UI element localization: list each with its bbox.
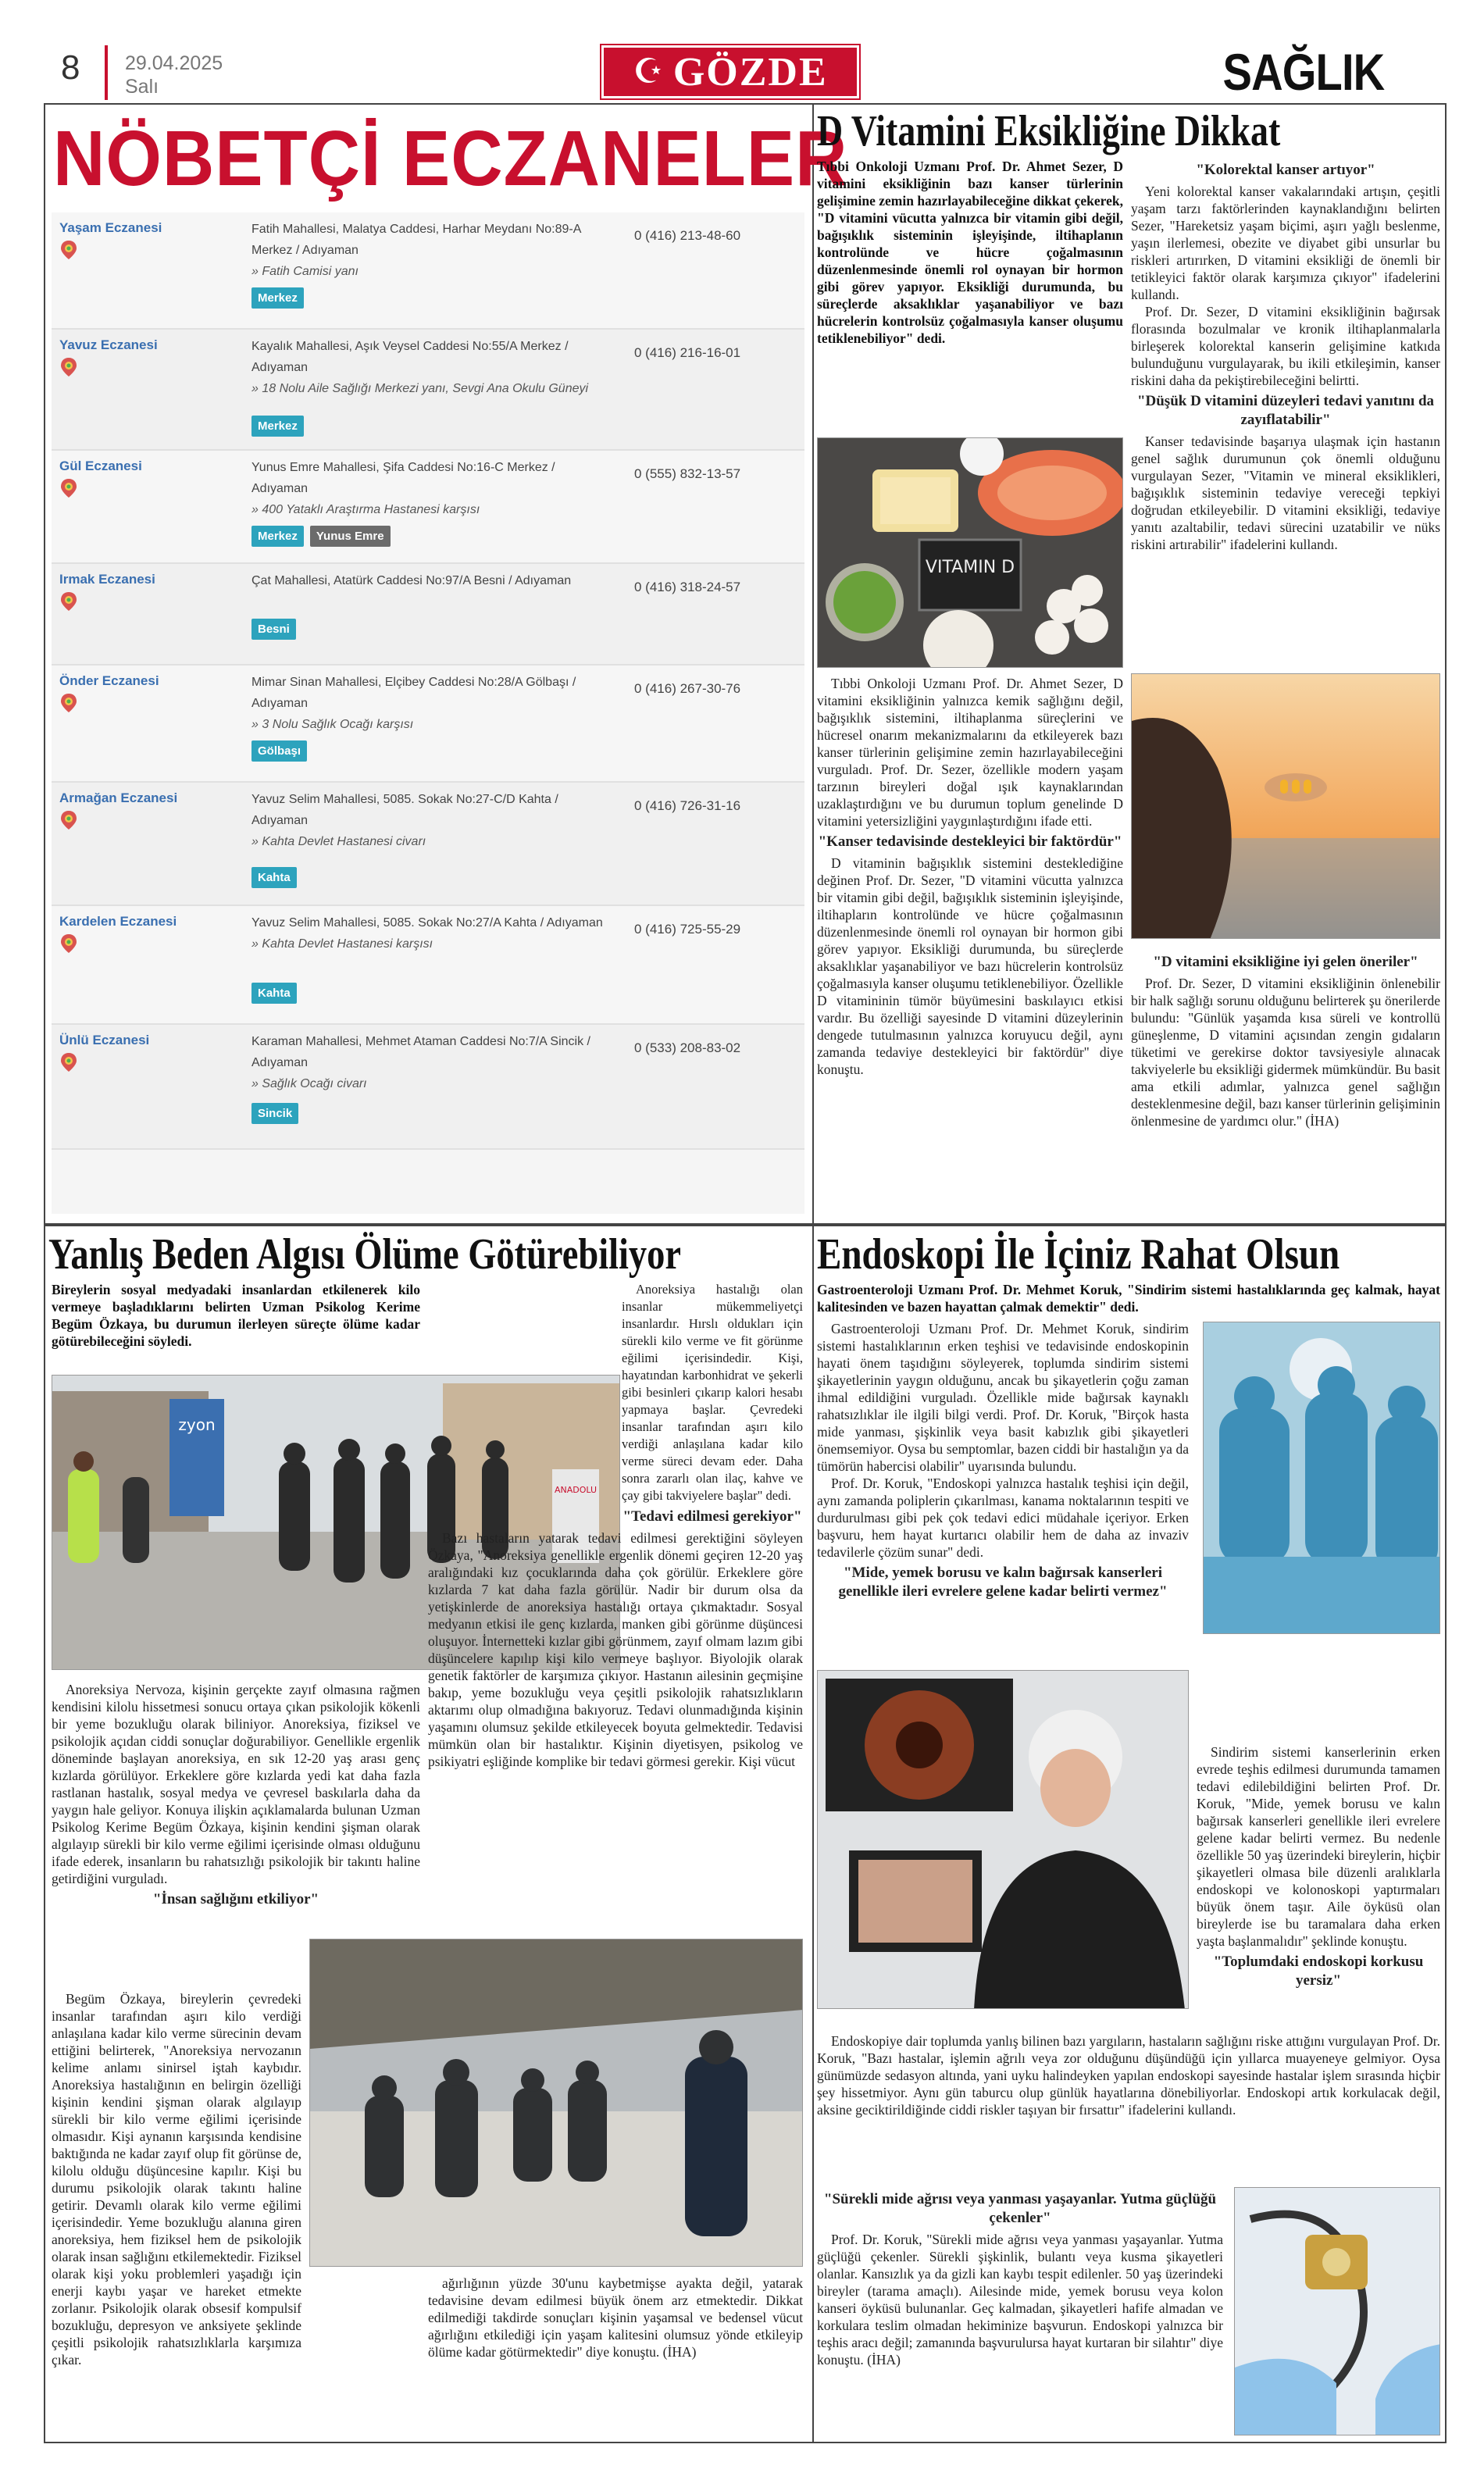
district-tag[interactable]: Kahta	[251, 983, 297, 1004]
pharmacy-address	[251, 457, 611, 520]
district-tag[interactable]: Yunus Emre	[310, 526, 391, 547]
endoscopy-col3	[817, 2187, 1223, 2368]
surgery-team-photo	[1203, 1322, 1440, 1634]
district-tags	[251, 983, 297, 1004]
pharmacy-row[interactable]	[52, 1025, 804, 1150]
header-divider	[105, 45, 108, 100]
bodyimage-sub2: "Tedavi edilmesi gerekiyor"	[622, 1508, 802, 1525]
section-title: SAĞLIK	[1222, 43, 1384, 101]
landmark-text: » Fatih Camisi yanı	[251, 265, 359, 278]
vitamin-sub4: "D vitamini eksikliğine iyi gelen öneriler"	[1153, 954, 1418, 970]
vitamin-col2-top	[1131, 158, 1440, 553]
district-tags	[251, 740, 307, 762]
pharmacy-name[interactable]: Yaşam Eczanesi	[59, 220, 162, 235]
sign-anadolu: ANADOLU	[554, 1485, 598, 1495]
landmark-text: » Sağlık Ocağı civarı	[251, 1077, 367, 1090]
pharmacy-address	[251, 789, 611, 852]
district-tags	[251, 619, 296, 640]
pharmacy-address	[251, 672, 611, 735]
bodyimage-p5: ağırlığının yüzde 30'unu kaybetmişse ayakta değil, yatarak tedavisine devam edilmesi büyük önem arz etmektedir. Dikkat edilmediği takdirde sonuçları kişinin yaşamsal ve bedensel vücut ağırlığını etkilediği için yaşam kalitesini olumsuz yönde etkileyip ölüme kadar götürmektedir" diye konuştu. (İHA)	[428, 2275, 803, 2360]
endoscope-illustration	[1235, 2188, 1440, 2435]
sunset-capsule-photo	[1131, 673, 1440, 939]
map-pin-icon	[61, 241, 77, 259]
district-tag[interactable]: Sincik	[251, 1103, 298, 1124]
pharmacy-phone[interactable]: 0 (416) 318-24-57	[634, 580, 741, 594]
district-tag[interactable]: Merkez	[251, 526, 304, 547]
district-tag[interactable]: Besni	[251, 619, 296, 640]
endoscopist-photo	[817, 1670, 1189, 2009]
pharmacy-row[interactable]	[52, 451, 804, 564]
district-tags	[251, 867, 297, 888]
pharmacy-row[interactable]	[52, 564, 804, 665]
district-tag[interactable]: Merkez	[251, 416, 304, 437]
bodyimage-headline: Yanlış Beden Algısı Ölüme Götürebiliyor	[48, 1230, 682, 1279]
pharmacy-phone[interactable]: 0 (533) 208-83-02	[634, 1040, 741, 1055]
pharmacy-name[interactable]: Armağan Eczanesi	[59, 790, 178, 805]
page-number: 8	[61, 48, 80, 87]
vitamin-p4: Prof. Dr. Sezer, D vitamini eksikliğinin bağırsak florasında bozulmalar ve kronik iltihaplanmalarla birleşerek kolorektal kanserin gelişimine katkıda bulunduğunu vurgulayarak, bu ikili etkileşimin, kanser riskini daha da pekiştirebileceğini belirtti.	[1131, 304, 1440, 388]
pharmacy-address	[251, 570, 611, 591]
pharmacy-name[interactable]: Kardelen Eczanesi	[59, 914, 177, 929]
map-pin-icon	[61, 811, 77, 830]
address-text: Karaman Mahallesi, Mehmet Ataman Caddesi No:7/A Sincik / Adıyaman	[251, 1035, 590, 1069]
pharmacy-address	[251, 219, 611, 282]
pharmacy-table	[52, 212, 804, 1214]
map-pin-icon	[61, 592, 77, 611]
endoscope-device-photo	[1234, 2187, 1440, 2435]
vitamin-headline: D Vitamini Eksikliğine Dikkat	[817, 107, 1281, 155]
pharmacy-name[interactable]: Önder Eczanesi	[59, 673, 159, 688]
walkers-illustration	[310, 1939, 803, 2267]
bodyimage-col1b	[52, 1990, 301, 2368]
bodyimage-p2: Begüm Özkaya, bireylerin çevredeki insanlar tarafından aşırı kilo verdiği anlaşılana kadar kilo verme sürecinin devam ettiğini belirterek, "Anoreksiya nervozanın kelime anlamı sinirsel iştah kaybıdır. Anoreksiya hastalığının en belirgin özelliği kişinin kendini şişman olarak algılayıp sürekli bir kilo verme eğilimi içerisinde olmasıdır. Kişi aynanın karşısında kendisine baktığında ne kadar zayıf olup fit görünse de, kilolu olduğu düşüncesine kapılır. Kişi bu durumu psikolojik olarak takıntı haline getirir. Devamlı olarak kilo verme eğilimi içerisindedir. Yeme bozukluğu alanına giren anoreksiya, hem fiziksel hem de psikolojik olarak insan sağlığını etkilemektedir. Fiziksel olarak kişi yoku problemleri yaşadığı için enerji kaybı yaşar ve hareket etmekte zorlanır. Psikolojik olarak obsesif kompulsif bozukluğu, depresyon ve anksiyete şeklinde çeşitli psikolojik rahatsızlıklarla karşımıza çıkar.	[52, 1991, 301, 2368]
day-text: Salı	[125, 76, 159, 98]
landmark-text: » Kahta Devlet Hastanesi karşısı	[251, 937, 433, 951]
endoscopy-p2: Prof. Dr. Koruk, "Endoskopi yalnızca hastalık teşhisi için değil, aynı zamanda poliplerin çıkarılması, kanama noktalarının tespiti ve durdurulması gibi pek çok tedavi edici müdahale içeriyor. Erken başvuru, hem hayat kurtarıcı olabilir hem de daha az invaziv tedavilerle çözüm sunar" dedi.	[817, 1476, 1189, 1560]
bodyimage-p4: Bazı hastaların yatarak tedavi edilmesi gerektiğini söyleyen Özkaya, "Anoreksiya genellikle ergenlik dönemi geçiren 12-20 yaş aralığındaki kız çocuklarında daha çok görülür. Erkeklere göre kızlarda 7 kat daha fazla görülür. Nadir bir durum olsa da yetişkinlerde de anoreksiya hastalığı ortaya çıkmaktadır. Sosyal medyanın etkisi ile genç kızlarda, manken gibi görünme düşüncesi oluşuyor. İnternetteki kızlar gibi görünmem, zayıf olmam lazım gibi düşüncelere kapılıp kişi kilo vermeye başlıyor. Biyolojik olarak genetik faktörler de karşımıza çıkıyor. Hastanın ailesinin geçmişine bakıp, yeme bozukluğu veya çeşitli psikolojik rahatsızlıkların aktarımı olup olmadığına bakıyoruz. Tedavi olunmadığında kişinin yaşamını olumsuz şekilde etkileyecek boyuta gelmektedir. Tedavisi mümkün olan bir hastalıktır. Kişinin diyetisyen, psikolog ve psikiyatri eşliğinde komplike bir tedavi görmesi gerekir. Kişi vücut	[428, 1530, 803, 1769]
pharmacy-name[interactable]: Irmak Eczanesi	[59, 572, 155, 587]
vitamin-sub3: "Düşük D vitamini düzeyleri tedavi yanıtını da zayıflatabilir"	[1136, 393, 1435, 428]
pharmacy-row[interactable]	[52, 783, 804, 906]
sign-zyon: zyon	[178, 1415, 216, 1434]
pharmacy-phone[interactable]: 0 (416) 725-55-29	[634, 922, 741, 937]
crescent-star-icon: ☪	[633, 52, 664, 91]
vitamin-food-illustration	[818, 438, 1123, 668]
map-pin-icon	[61, 934, 77, 953]
pharmacy-address	[251, 1031, 611, 1094]
landmark-text: » 400 Yataklı Araştırma Hastanesi karşısı	[251, 503, 480, 516]
bodyimage-lead: Bireylerin sosyal medyadaki insanlardan etkilenerek kilo vermeye başladıklarını belirten Uzman Psikolog Kerime Begüm Özkaya, bu durumun ilerleyen süreçte ölüme kadar götürebileceğini söyledi.	[52, 1282, 420, 1349]
pharmacy-title: NÖBETÇİ ECZANELER	[53, 115, 848, 202]
date-text: 29.04.2025	[125, 52, 223, 74]
address-text: Yavuz Selim Mahallesi, 5085. Sokak No:27/A Kahta / Adıyaman	[251, 916, 603, 930]
pharmacy-phone[interactable]: 0 (555) 832-13-57	[634, 466, 741, 481]
bodyimage-p1: Anoreksiya Nervoza, kişinin gerçekte zayıf olmasına rağmen kendisini kilolu hissetmesi sonucu ortaya çıkan psikolojik kökenli bir yeme bozukluğu olarak biliniyor. Anoreksiya, fiziksel ve psikolojik açıdan ciddi sonuçlar doğurabiliyor. Genellikle ergenlik döneminde başlayan anoreksiya, en sık 12-20 yaş arası genç kızlarda görülüyor. Erkeklere göre kızlarda yedi kat daha fazla rastlanan hastalık, sosyal medya ve çevresel baskılarla daha da yaygın hale geliyor. Konuya ilişkin açıklamalarda bulunan Uzman Psikolog Kerime Begüm Özkaya, kişinin kendini şişman olarak algılayıp sürekli bir kilo verme eğilimi içerisinde olması olduğunu ifade ederek, insanların bu rahatsızlığı psikolojik bir takıntı haline getirdiğini vurguladı.	[52, 1682, 420, 1886]
endoscopy-p1: Gastroenteroloji Uzmanı Prof. Dr. Mehmet Koruk, sindirim sistemi hastalıklarının erken teşhisi ve tedavisinde endoskopinin hayati önem taşıdığını söyleyerek, toplumda sindirim sistemi şikayetlerinin yaygın olduğunu, ancak bu şikayetlerin çoğu zaman ihmal edildiğini vurguladı. Özellikle mide bağırsak kaynaklı rahatsızlıklar ile ilgili bilgi verdi. Prof. Dr. Koruk, "Birçok hasta mide yanması, şişkinlik veya basit kabızlık gibi şikayetleri önemsemiyor. Oysa bu semptomlar, bazen ciddi bir hastalığın ya da tümörün habercisi olabilir" uyarısında bulundu.	[817, 1321, 1189, 1474]
chalkboard-label: VITAMIN D	[925, 558, 1015, 577]
pharmacy-phone[interactable]: 0 (416) 267-30-76	[634, 681, 741, 696]
endoscopy-lead: Gastroenteroloji Uzmanı Prof. Dr. Mehmet Koruk, "Sindirim sistemi hastalıklarında geç kalmak, hayat kalitesinden ve bazen hayattan çalmak demektir" dedi.	[817, 1282, 1440, 1315]
map-pin-icon	[61, 479, 77, 498]
newspaper-logo[interactable]	[601, 45, 859, 98]
vitamin-sub1: "Kanser tedavisinde destekleyici bir faktördür"	[818, 833, 1122, 850]
address-text: Yunus Emre Mahallesi, Şifa Caddesi No:16-C Merkez / Adıyaman	[251, 461, 555, 495]
pharmacy-phone[interactable]: 0 (416) 726-31-16	[634, 798, 741, 813]
endoscopy-col1	[817, 1320, 1189, 1604]
endoscopy-wide	[817, 2032, 1440, 2118]
district-tag[interactable]: Kahta	[251, 867, 297, 888]
vitamin-p1: Tıbbi Onkoloji Uzmanı Prof. Dr. Ahmet Sezer, D vitamini eksikliğinin yalnızca kemik sağlığını değil, bağışıklık sistemini, iltihaplanma süreçlerini ve hücresel onarım mekanizmalarını da etkileyerek bazı kanser türlerinin gelişimine zemin hazırlayabileceğini vurguladı. Prof. Dr. Sezer, özellikle modern yaşam tarzının bireyleri doğal ışık kaynaklarından uzaklaştırdığını ve bu durumun toplum genelinde D vitamini yetersizliğini yaygınlaştırdığını ifade etti.	[817, 676, 1123, 829]
pharmacy-name[interactable]: Ünlü Eczanesi	[59, 1033, 150, 1047]
vitamin-p6: Prof. Dr. Sezer, D vitamini eksikliğinin önlenebilir bir halk sağlığı sorunu olduğunu belirterek şu önerilerde bulundu: "Günlük yaşamda kısa süreli ve kontrollü güneşlenme, D vitamini açısından zengin gıdaların tüketimi ve gerekirse doktor tavsiyesiyle alınacak takviyelerle bu eksikliği gidermek mümkündür. Bu basit ama etkili adımlar, yalnızca genel sağlığın desteklenmesine değil, bazı kanser türlerinin gelişiminin önlenmesine de yardımcı olur." (İHA)	[1131, 976, 1440, 1129]
district-tags	[251, 526, 391, 547]
bodyimage-col2	[428, 1281, 803, 1770]
pharmacy-row[interactable]	[52, 212, 804, 330]
pharmacy-name[interactable]: Gül Eczanesi	[59, 459, 142, 473]
pharmacy-address	[251, 336, 611, 399]
district-tags	[251, 416, 304, 437]
bodyimage-sub1: "İnsan sağlığını etkiliyor"	[152, 1891, 319, 1907]
address-text: Mimar Sinan Mahallesi, Elçibey Caddesi No:28/A Gölbaşı / Adıyaman	[251, 676, 576, 710]
address-text: Fatih Mahallesi, Malatya Caddesi, Harhar Meydanı No:89-A Merkez / Adıyaman	[251, 223, 581, 257]
surgery-illustration	[1204, 1322, 1440, 1634]
map-pin-icon	[61, 358, 77, 376]
endoscopy-sub3: "Sürekli mide ağrısı veya yanması yaşayanlar. Yutma güçlüğü çekenler"	[823, 2191, 1217, 2226]
bodyimage-col2b	[428, 2275, 803, 2360]
vitamin-col2-bottom	[1131, 950, 1440, 1129]
endoscopy-headline: Endoskopi İle İçiniz Rahat Olsun	[817, 1230, 1340, 1279]
pharmacy-phone[interactable]: 0 (416) 213-48-60	[634, 228, 741, 243]
endoscopy-sub2: "Toplumdaki endoskopi korkusu yersiz"	[1213, 1954, 1424, 1989]
landmark-text: » 3 Nolu Sağlık Ocağı karşısı	[251, 718, 414, 731]
address-text: Çat Mahallesi, Atatürk Caddesi No:97/A Besni / Adıyaman	[251, 574, 572, 587]
vitamin-col1	[817, 675, 1123, 1078]
elderly-walkers-photo	[309, 1939, 803, 2267]
pharmacy-row[interactable]	[52, 330, 804, 451]
map-pin-icon	[61, 1053, 77, 1072]
address-text: Kayalık Mahallesi, Aşık Veysel Caddesi No:55/A Merkez / Adıyaman	[251, 340, 569, 374]
endoscopy-p4: Endoskopiye dair toplumda yanlış bilinen bazı yargıların, hastaların sağlığını riske attığını vurgulayan Prof. Dr. Koruk, "Bazı hastalar, işlemin ağrılı veya zor olduğunu düşündüğü için yıllarca muayeneye gelmiyor. Oysa günümüzde sedasyon altında, yani uyku halindeyken yapılan endoskopi sayesinde hastalar işlem sırasında hiçbir şey hissetmiyor. Aynı gün taburcu olup günlük hayatlarına dönebiliyorlar. Endoskopi artık korkulacak değil, aksine geciktirildiğinde ciddi riskler taşıyan bir fırsattır" ifadelerini kullandı.	[817, 2033, 1440, 2118]
bodyimage-col1	[52, 1681, 420, 1912]
address-text: Yavuz Selim Mahallesi, 5085. Sokak No:27-C/D Kahta / Adıyaman	[251, 793, 558, 827]
pharmacy-phone[interactable]: 0 (416) 216-16-01	[634, 345, 741, 360]
vitamin-p3: Yeni kolorektal kanser vakalarındaki artışın, çeşitli yaşam tarzı faktörlerinden kaynaklandığını belirten Sezer, "Hareketsiz yaşam biçimi, aşırı yağlı beslenme, yaşın ilerlemesi, obezite ve diyabet gibi unsurlar bu riskleri artırırken, D vitamini eksikliği de önemli bir tetikleyici faktör olarak karşımıza çıkıyor" ifadelerini kullandı.	[1131, 184, 1440, 302]
district-tag[interactable]: Gölbaşı	[251, 740, 307, 762]
pharmacy-name[interactable]: Yavuz Eczanesi	[59, 337, 158, 352]
district-tags	[251, 287, 304, 309]
vitamin-p2: D vitaminin bağışıklık sistemini desteklediğine değinen Prof. Dr. Sezer, "D vitamini vücutta yalnızca bir vitamin gibi değil, bağışıklık sisteminin işleyişinde, iltihapların kontrolünde ve hücre çoğalmasının düzenlenmesinde önemli rol oynayan bir hormon gibi görev yapıyor. Eksikliği durumunda, bu süreçlerde aksaklıklar yaşanabiliyor ve bazı hücrelerin kontrolsüz çoğalmasıyla kanser oluşumu tetiklenebiliyor. Özellikle D vitamininin tümör büyümesini baskılayıcı etkisi vardır. Bu özelliği sayesinde D vitamini düzeylerinin dengede tutulmasının yalnızca koruyucu değil, aynı zamanda tedaviye destekleyici bir faktördür" diye konuştu.	[817, 855, 1123, 1077]
map-pin-icon	[61, 694, 77, 712]
vitamin-food-photo	[817, 437, 1123, 668]
pharmacy-row[interactable]	[52, 906, 804, 1025]
endoscopy-p5: Prof. Dr. Koruk, "Sürekli mide ağrısı veya yanması yaşayanlar. Yutma güçlüğü çekenler. Sürekli şişkinlik, bulantı veya kusma şikayetleri olanlar. Kansızlık ya da gizli kan kaybı tespit edilenler. 50 yaş üzerindeki bireyler (tarama amaçlı). Ailesinde mide, yemek borusu veya kolon kanseri öyküsü bulunanlar. Geç kalmadan, şikayetleri hafife almadan ve korkulara teslim olmadan hekiminize başvurun. Endoskopi yalnızca bir teşhis aracı değil; zamanında başvurulursa hayat kurtaran bir silahtır" diye konuştu. (İHA)	[817, 2232, 1223, 2368]
sunset-illustration	[1132, 674, 1440, 939]
vitamin-sub2: "Kolorektal kanser artıyor"	[1196, 162, 1375, 178]
vitamin-lead: Tıbbi Onkoloji Uzmanı Prof. Dr. Ahmet Sezer, D vitamini eksikliğinin bazı kanser türlerinin gelişimine zemin hazırlayabileceğine dikkat çekerek, "D vitamini vücutta yalnızca bir vitamin gibi değil, bağışıklık sisteminin işleyişinde, iltihaplanın kontrolünde ve hücre çoğalmasının düzenlenmesinde önemli rol oynayan bir hormon gibi görev yapıyor. Eksikliği durumunda, bu süreçlerde aksaklıklar yaşanabiliyor ve bazı hücrelerin kontrolsüz çoğalmasıyla kanser oluşumu tetiklenebiliyor" dedi.	[817, 159, 1123, 346]
pharmacy-row[interactable]	[52, 665, 804, 783]
issue-date	[125, 52, 223, 98]
district-tags	[251, 1103, 298, 1124]
landmark-text: » 18 Nolu Aile Sağlığı Merkezi yanı, Sevgi Ana Okulu Güneyi	[251, 382, 589, 395]
district-tag[interactable]: Merkez	[251, 287, 304, 309]
endoscopy-col2	[1197, 1743, 1440, 1993]
endoscopist-illustration	[818, 1671, 1189, 2009]
bodyimage-p3: Anoreksiya hastalığı olan insanlar mükemmeliyetçi insanlardır. Hırslı oldukları için sürekli kilo verme ve fit görünme eğilimi içerisindedir. Kişi, hayatından karbonhidrat ve şekerli gibi besinleri çıkarıp kalori hesabı yapmaya başlar. Çevredeki insanlar tarafından aşırı kilo verdiği anlaşılana kadar kilo verme süreci devam eder. Daha sonra zararlı olan ilaç, kahve ve çay gibi takviyelere başlar" dedi.	[622, 1282, 803, 1503]
vitamin-p5: Kanser tedavisinde başarıya ulaşmak için hastanın genel sağlık durumunun çok önemli olduğunu vurgulayan Sezer, "Vitamin ve mineral eksiklikleri, bağışıklık sisteminin tedaviye vereceği tepkiyi doğrudan etkileyebilir. D vitamini eksikliği, tedaviye yanıtı azaltabilir, tedavi sürecini uzatabilir ve nüks riskini artırabilir" ifadelerini kullandı.	[1131, 434, 1440, 552]
endoscopy-sub1: "Mide, yemek borusu ve kalın bağırsak kanserleri genellikle ileri evrelere gelene kadar belirti vermez"	[838, 1565, 1168, 1600]
pharmacy-address	[251, 912, 611, 955]
landmark-text: » Kahta Devlet Hastanesi civarı	[251, 835, 426, 848]
endoscopy-p3: Sindirim sistemi kanserlerinin erken evrede teşhis edilmesi durumunda tamamen tedavi edilebildiğini belirten Prof. Dr. Koruk, "Mide, yemek borusu ve kalın bağırsak kanserleri genellikle ileri evrelere gelene kadar belirti vermez. Bu nedenle özellikle 50 yaş üzerindeki bireylerin, hiçbir şikayetleri olmasa bile düzenli aralıklarla endoskopi ve kolonoskopi yaptırmaları büyük önem taşır. Aile öyküsü olan bireylerde ise bu taramalara daha erken yaşta başlanmalıdır" şeklinde konuştu.	[1197, 1744, 1440, 1949]
logo-text: GÖZDE	[672, 49, 828, 95]
